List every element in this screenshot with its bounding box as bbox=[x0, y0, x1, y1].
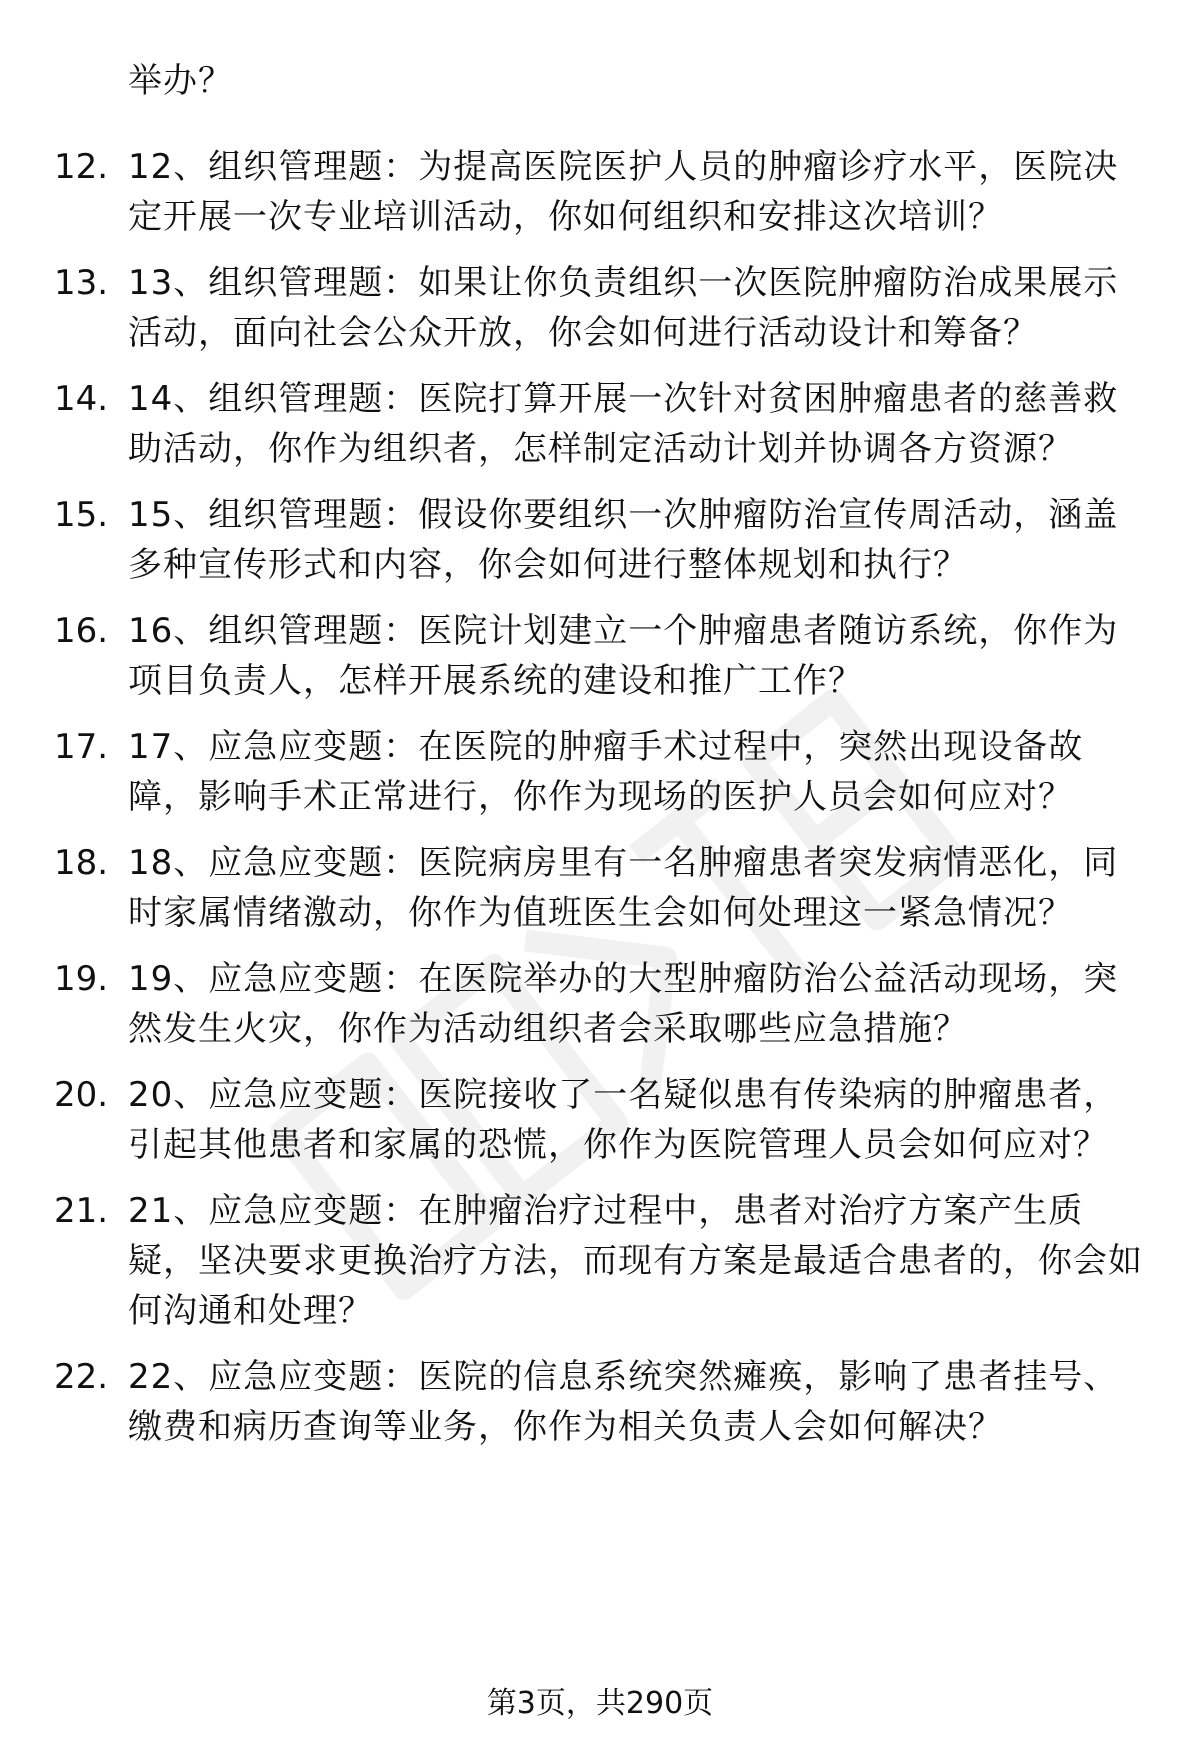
continuation-text: 举办？ bbox=[128, 61, 233, 101]
item-text: 21、应急应变题：在肿瘤治疗过程中，患者对治疗方案产生质疑，坚决要求更换治疗方法，而现有方案是最适合患者的，你会如何沟通和处理？ bbox=[128, 1191, 1143, 1331]
item-text: 14、组织管理题：医院打算开展一次针对贫困肿瘤患者的慈善救助活动，你作为组织者，怎样制定活动计划并协调各方资源？ bbox=[128, 379, 1119, 469]
item-text: 20、应急应变题：医院接收了一名疑似患有传染病的肿瘤患者，引起其他患者和家属的恐慌，你作为医院管理人员会如何应对？ bbox=[128, 1075, 1119, 1165]
list-item bbox=[0, 374, 1200, 474]
item-text: 15、组织管理题：假设你要组织一次肿瘤防治宣传周活动，涵盖多种宣传形式和内容，你会如何进行整体规划和执行？ bbox=[128, 495, 1119, 585]
item-number: 20. bbox=[54, 1075, 109, 1115]
item-text: 13、组织管理题：如果让你负责组织一次医院肿瘤防治成果展示活动，面向社会公众开放，你会如何进行活动设计和筹备？ bbox=[128, 263, 1119, 353]
list-item bbox=[0, 142, 1200, 242]
list-item bbox=[0, 1352, 1200, 1452]
item-number: 16. bbox=[54, 611, 109, 651]
item-text: 12、组织管理题：为提高医院医护人员的肿瘤诊疗水平，医院决定开展一次专业培训活动，你如何组织和安排这次培训？ bbox=[128, 147, 1119, 237]
item-number: 13. bbox=[54, 263, 109, 303]
page-number-footer: 第3页，共290页 bbox=[486, 1686, 714, 1721]
item-text: 19、应急应变题：在医院举办的大型肿瘤防治公益活动现场，突然发生火灾，你作为活动组织者会采取哪些应急措施？ bbox=[128, 959, 1119, 1049]
list-item bbox=[0, 1070, 1200, 1170]
list-item bbox=[0, 954, 1200, 1054]
item-number: 18. bbox=[54, 843, 109, 883]
item-number: 17. bbox=[54, 727, 109, 767]
list-item bbox=[0, 838, 1200, 938]
item-number: 22. bbox=[54, 1357, 109, 1397]
item-number: 19. bbox=[54, 959, 109, 999]
question-list bbox=[0, 142, 1200, 1468]
item-number: 12. bbox=[54, 147, 109, 187]
item-text: 22、应急应变题：医院的信息系统突然瘫痪，影响了患者挂号、缴费和病历查询等业务，你作为相关负责人会如何解决？ bbox=[128, 1357, 1119, 1447]
item-text: 17、应急应变题：在医院的肿瘤手术过程中，突然出现设备故障，影响手术正常进行，你作为现场的医护人员会如何应对？ bbox=[128, 727, 1084, 817]
list-item bbox=[0, 722, 1200, 822]
list-item bbox=[0, 606, 1200, 706]
list-item bbox=[0, 258, 1200, 358]
item-text: 18、应急应变题：医院病房里有一名肿瘤患者突发病情恶化，同时家属情绪激动，你作为值班医生会如何处理这一紧急情况？ bbox=[128, 843, 1119, 933]
item-number: 15. bbox=[54, 495, 109, 535]
item-number: 14. bbox=[54, 379, 109, 419]
list-item bbox=[0, 490, 1200, 590]
list-item bbox=[0, 1186, 1200, 1336]
item-text: 16、组织管理题：医院计划建立一个肿瘤患者随访系统，你作为项目负责人，怎样开展系统的建设和推广工作？ bbox=[128, 611, 1119, 701]
item-number: 21. bbox=[54, 1191, 109, 1231]
